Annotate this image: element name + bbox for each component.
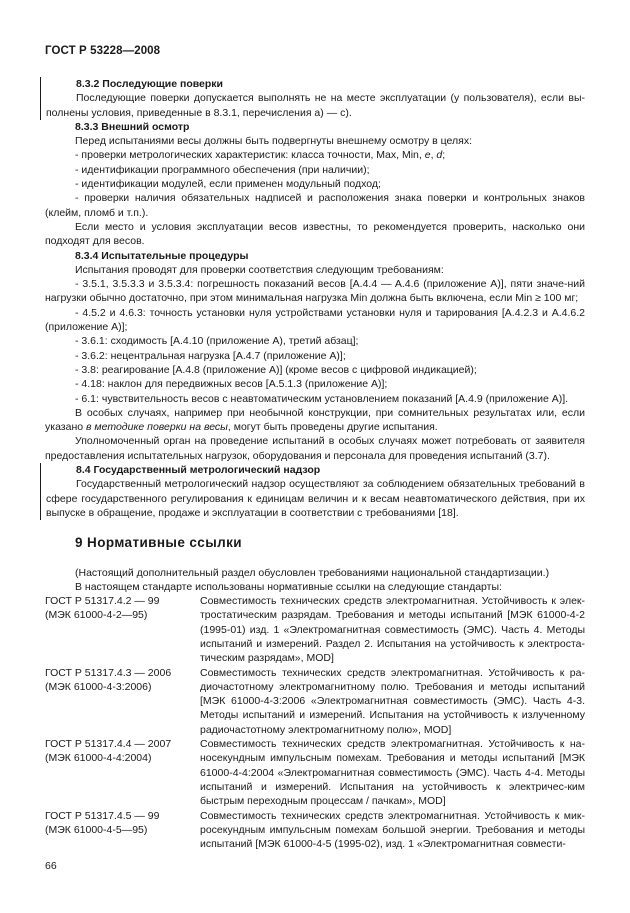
reference-code [45, 594, 200, 665]
reference-row [45, 737, 585, 808]
list-item-8-3-4-7: - 6.1: чувствительность весов с неавтоматическим установлением показаний [A.4.9 (приложение А)]. [75, 392, 569, 405]
section-9-intro: В настоящем стандарте использованы нормативные ссылки на следующие стандарты: [75, 580, 502, 593]
paragraph-8-3-2: Последующие поверки допускается выполнять не на месте эксплуатации (у пользователя), если вы-полнены условия, приведенные в 8.3.1, перечисления a) — c). [46, 92, 585, 119]
reference-code-gost: ГОСТ Р 51317.4.4 — 2007 [45, 738, 172, 751]
reference-code-iec: (МЭК 61000-4-2—95) [45, 609, 148, 622]
reference-code-iec: (МЭК 61000-4-4:2004) [45, 752, 152, 765]
change-bar-block-832 [40, 77, 585, 120]
page-number: 66 [45, 860, 57, 872]
section-9-note: (Настоящий дополнительный раздел обусловлен требованиями национальной стандартизации.) [75, 566, 550, 579]
reference-code-gost: ГОСТ Р 51317.4.3 — 2006 [45, 666, 172, 679]
paragraph-authorized-body: Уполномоченный орган на проведение испытаний в особых случаях может потребовать от заявителя предоставления испытательных нагрузок, оборудования и персонала для проведения испытаний (3.7). [45, 435, 585, 462]
heading-8-3-2: 8.3.2 Последующие поверки [76, 78, 224, 90]
paragraph-8-4: Государственный метрологический надзор осуществляют за соблюдением обязательных требований в сфере государственного регулирования к единицам величин и к весам неавтоматического действия, при их выпуске в обращение, продаже и эксплуатации в соответствии с требованиями [18]. [46, 478, 585, 519]
normative-references-list [45, 594, 585, 851]
reference-code [45, 809, 200, 852]
heading-8-4: 8.4 Государственный метрологический надзор [76, 464, 321, 477]
heading-8-3-3: 8.3.3 Внешний осмотр [75, 120, 190, 133]
reference-description: Совместимость технических средств электромагнитная. Устойчивость к на-носекундным импульсным помехам. Требования и методы испытаний [МЭК 61000-4-4:2004 «Электромагнитная совместимость (ЭМС). Часть 4-4. Методы испытаний и измерений. Испытания на устойчивость к электричес-ким быстрым переходным процессам / пачкам», MOD] [200, 738, 585, 808]
reference-row [45, 809, 585, 852]
list-item-8-3-4-4: - 3.6.2: нецентральная нагрузка [A.4.7 (приложение А)]; [75, 349, 346, 362]
list-item-8-3-4-5: - 3.8: реагирование [A.4.8 (приложение А)] (кроме весов с цифровой индикацией); [75, 363, 477, 376]
list-item-8-3-4-1: - 3.5.1, 3.5.3.3 и 3.5.3.4: погрешность показаний весов [A.4.4 — A.4.6 (приложение А)], пяти значе-ний нагрузки обычно достаточно, при этом минимальная нагрузка Min должна быть включена, если Min ≥ 100 мг; [45, 278, 585, 305]
list-item-8-3-3-1: - проверки метрологических характеристик: класса точности, Max, Min, e, d; [75, 149, 446, 162]
reference-code-gost: ГОСТ Р 51317.4.2 — 99 [45, 595, 160, 608]
reference-code-iec: (МЭК 61000-4-3:2006) [45, 680, 152, 693]
reference-row [45, 666, 585, 737]
paragraph-special-cases [45, 406, 585, 435]
special-cases-text-end: , могут быть проведены другие испытания. [227, 421, 438, 434]
reference-code [45, 737, 200, 808]
reference-code-gost: ГОСТ Р 51317.4.5 — 99 [45, 809, 160, 822]
list-item-8-3-4-6: - 4.18: наклон для передвижных весов [A.5.1.3 (приложение А)]; [75, 378, 388, 391]
paragraph-8-3-3-intro: Перед испытаниями весы должны быть подвергнуты внешнему осмотру в целях: [75, 135, 473, 148]
reference-description: Совместимость технических средств электромагнитная. Устойчивость к мик-росекундным импульсным помехам большой энергии. Требования и методы испытаний [МЭК 61000-4-5 (1995-02), изд. 1 «Электромагнитная совмести- [200, 809, 585, 851]
reference-code-iec: (МЭК 61000-4-5—95) [45, 823, 148, 836]
list-item-8-3-4-2: - 4.5.2 и 4.6.3: точность установки нуля устройствами установки нуля и тарирования [A.4.2.3 и A.4.6.2 (приложение А)]; [45, 306, 585, 334]
paragraph-8-3-4-intro: Испытания проводят для проверки соответствия следующим требованиям: [75, 263, 444, 276]
reference-description: Совместимость технических средств электромагнитная. Устойчивость к ра-диочастотному электромагнитному полю. Требования и методы испытаний [МЭК 61000-4-3:2006 «Электромагнитная совместимость (ЭМС). Часть 4-3. Методы испытаний и измерений. Испытания на устойчивость к излученному радиочастотному электромагнитному полю», MOD] [200, 666, 585, 736]
page-content [45, 77, 585, 851]
list-item-8-3-3-4: - проверки наличия обязательных надписей и расположения знака поверки и контрольных знаков (клейм, пломб и т.п.). [45, 192, 585, 219]
section-9-heading: 9 Нормативные ссылки [75, 535, 242, 551]
reference-description: Совместимость технических средств электромагнитная. Устойчивость к элек-тростатическим разрядам. Требования и методы испытаний [МЭК 61000-4-2 (1995-01) изд. 1 «Электромагнитная совместимость (ЭМС). Часть 4. Методы испытаний и измерений. Раздел 2. Испытания на устойчивость к электроста-тическим разрядам», MOD] [200, 595, 585, 665]
list-item-8-3-4-3: - 3.6.1: сходимость [A.4.10 (приложение А), третий абзац]; [75, 335, 359, 348]
reference-row [45, 594, 585, 665]
special-cases-text-start: В особых случаях, например при необычной конструкции, при сомнительных результатах или, если указано [45, 406, 585, 434]
list-item-8-3-3-2: - идентификации программного обеспечения (при наличии); [75, 163, 370, 176]
document-code-header: ГОСТ Р 53228—2008 [45, 45, 161, 57]
heading-8-3-4: 8.3.4 Испытательные процедуры [75, 249, 249, 262]
reference-code [45, 666, 200, 737]
list-item-8-3-3-3: - идентификации модулей, если применен модульный подход; [75, 178, 381, 191]
change-bar-block-84 [40, 463, 585, 520]
special-cases-italic-phrase: в методике поверки на весы [86, 421, 228, 434]
paragraph-8-3-3-outro: Если место и условия эксплуатации весов известны, то рекомендуется проверить, насколько они подходят для весов. [45, 220, 585, 248]
